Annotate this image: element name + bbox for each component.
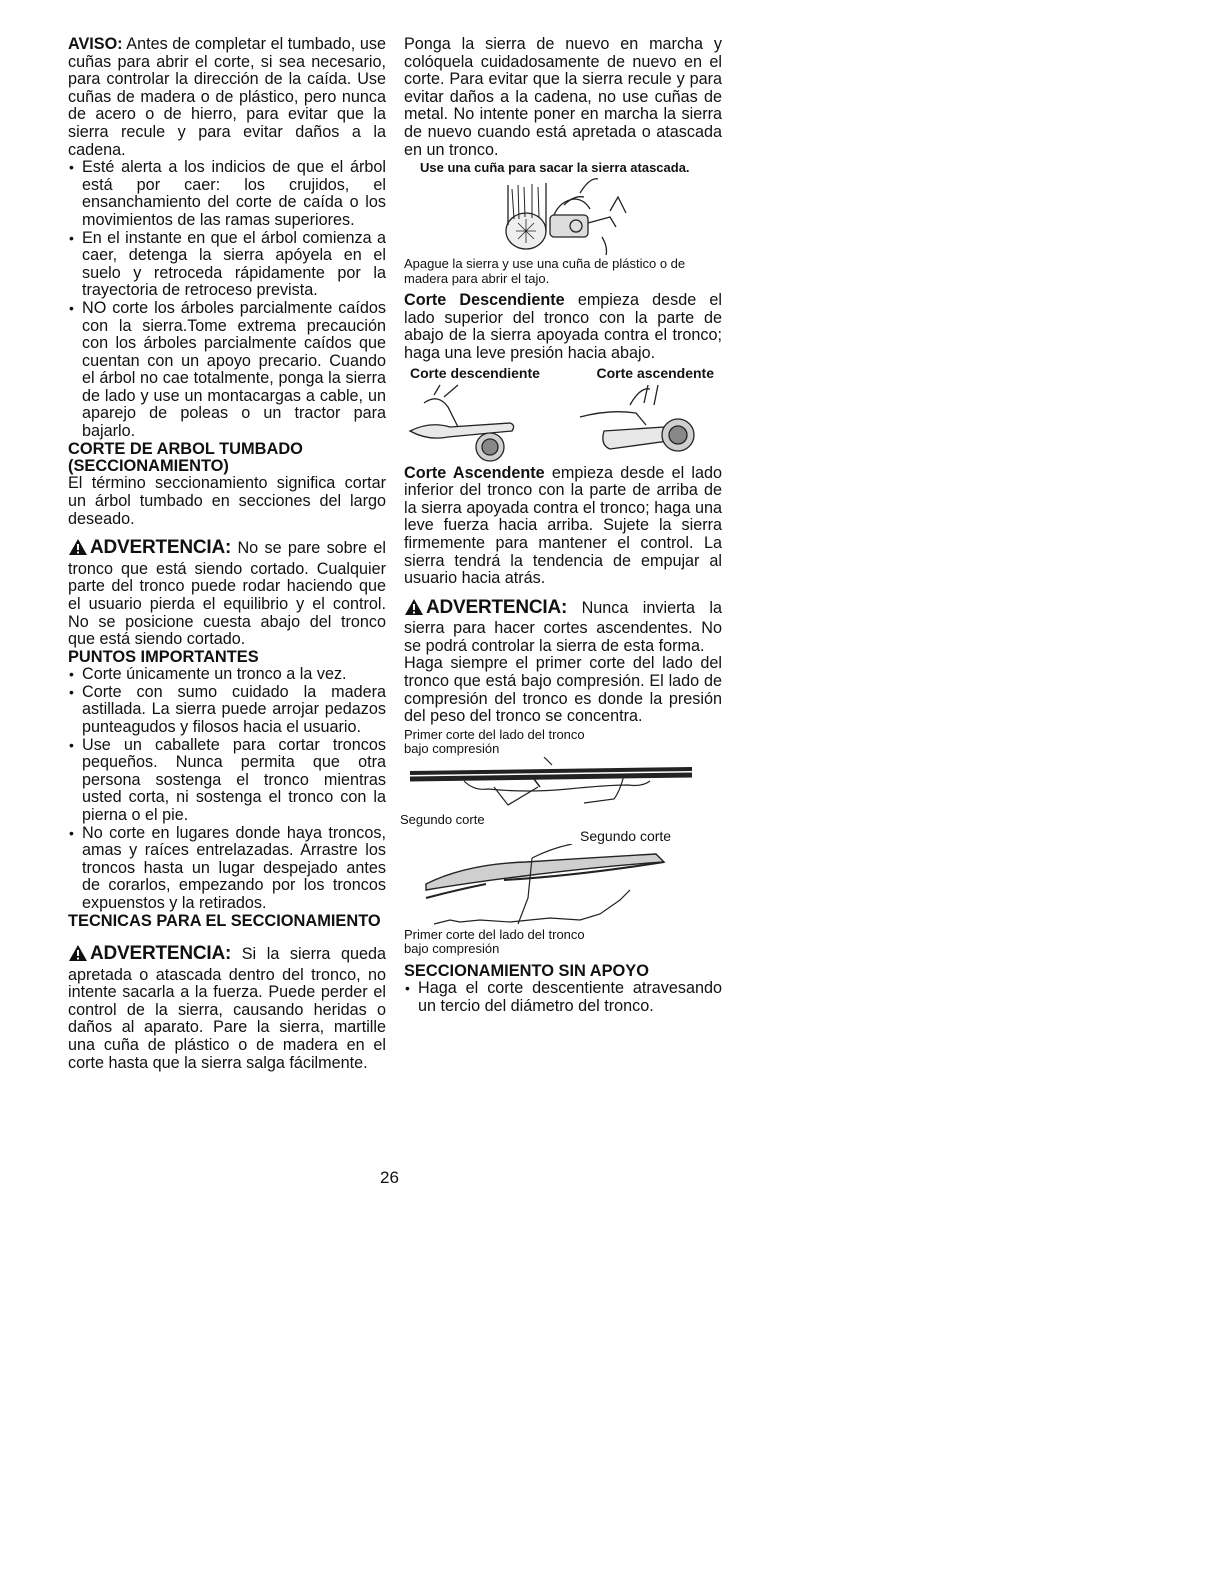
bullet-list-felling xyxy=(68,159,386,441)
cut-types-illustration xyxy=(404,381,722,463)
list-item: • Corte únicamente un tronco a la vez. xyxy=(68,666,386,684)
warning-triangle-icon xyxy=(404,598,424,621)
list-item: • Haga el corte descentiente atravesando un tercio del diámetro del tronco. xyxy=(404,980,722,1015)
list-item: • Corte con sumo cuidado la madera astillada. La sierra puede arrojar pedazos punteagudos y filosos hacia el usuario. xyxy=(68,684,386,737)
list-item: • No corte en lugares donde haya troncos, amas y raíces entrelazadas. Arrastre los troncos hasta un lugar despejado antes de corarlos, empezando por los troncos expuenstos y la retirados. xyxy=(68,825,386,913)
warning-triangle-icon xyxy=(68,944,88,967)
first-cut-figure-label xyxy=(404,928,722,957)
label-line: Primer corte del lado del tronco xyxy=(404,726,585,742)
bullet-list-unsupported xyxy=(404,980,722,1015)
warning-text: No se pare sobre el tronco que está siendo cortado. Cualquier parte del tronco puede rodar haciendo que el usuario pierda el equilibrio y el control. No se posicione cuesta abajo del tronco que está siendo cortado. xyxy=(68,539,386,649)
bullet-list-important xyxy=(68,666,386,912)
right-column xyxy=(400,35,723,1015)
section-heading-techniques: TECNICAS PARA EL SECCIONAMIENTO xyxy=(68,911,381,930)
downward-cut-caption: Corte descendiente xyxy=(410,364,540,381)
section-heading-bucking: CORTE DE ARBOL TUMBADO (SECCIONAMIENTO) xyxy=(68,439,303,476)
downward-cut-paragraph xyxy=(404,292,722,362)
page-number: 26 xyxy=(380,1168,399,1187)
downward-cut-label: Corte Descendiente xyxy=(404,291,565,310)
restart-paragraph: Ponga la sierra de nuevo en marcha y colóquela cuidadosamente de nuevo en el corte. Para evitar que la sierra recule y para evitar daños a la cadena, no use cuñas de metal. No intente poner en marcha la sierra de nuevo cuando está apretada o atascada en un tronco. xyxy=(404,35,722,159)
compression-log-illustration-2 xyxy=(404,844,722,928)
warning-paragraph-1 xyxy=(68,538,386,649)
warning-text: Si la sierra queda apretada o atascada dentro del tronco, no intente sacarla a la fuerza. Puede perder el control de la sierra, causando heridas o daños al aparato. Pare la sierra, martille una cuña de plástico o de madera en el corte hasta que la sierra salga fácilmente. xyxy=(68,944,386,1072)
compression-figure-bottom-label: Segundo corte xyxy=(400,811,485,827)
left-column xyxy=(68,36,386,1072)
upward-cut-label: Corte Ascendente xyxy=(404,463,545,482)
list-item: • NO corte los árboles parcialmente caídos con la sierra.Tome extrema precaución con los árboles parcialmente caídos que cuentan con un apoyo precario. Cuando el árbol no cae totalmente, ponga la sierra de lado y use un montacargas a cable, un aparejo de poleas o un tractor para bajarlo. xyxy=(68,300,386,441)
warning-paragraph-3 xyxy=(404,598,722,656)
aviso-paragraph xyxy=(68,36,386,159)
wedge-figure-caption: Apague la sierra y use una cuña de plástico o de madera para abrir el tajo. xyxy=(404,256,686,286)
list-item: • Esté alerta a los indicios de que el árbol está por caer: los crujidos, el ensanchamiento del corte de caída o los movimientos de las ramas superiores. xyxy=(68,159,386,229)
second-cut-figure-label: Segundo corte xyxy=(580,828,672,845)
section-heading-unsupported: SECCIONAMIENTO SIN APOYO xyxy=(404,961,649,980)
wedge-saw-illustration xyxy=(404,175,722,257)
downward-cut-text: empieza desde el lado superior del tronco con la parte de abajo de la sierra apoyada contra el tronco; haga una leve presión hacia abajo. xyxy=(404,291,722,362)
warning-label: ADVERTENCIA: xyxy=(90,537,232,559)
compression-figure-top-label xyxy=(404,728,722,757)
aviso-label: AVISO: xyxy=(68,35,123,53)
compression-log-illustration-1 xyxy=(404,757,722,813)
compression-paragraph: Haga siempre el primer corte del lado del tronco que está bajo compresión. El lado de compresión del tronco es donde la presión del peso del tronco se concentra. xyxy=(404,654,722,726)
aviso-text: Antes de completar el tumbado, use cuñas para abrir el corte, si sea necesario, para controlar la dirección de la caída. Use cuñas de madera o de plástico, pero nunca de acero o de hierro, para evitar que la sierra recule y para evitar daños a la cadena. xyxy=(68,35,386,159)
cut-types-labels xyxy=(404,365,722,381)
upward-cut-paragraph xyxy=(404,465,722,588)
warning-triangle-icon xyxy=(68,538,88,561)
wedge-figure-title: Use una cuña para sacar la sierra atascada. xyxy=(420,160,690,176)
warning-label: ADVERTENCIA: xyxy=(426,596,568,618)
warning-text: Nunca invierta la sierra para hacer cortes ascendentes. No se podrá controlar la sierra de esta forma. xyxy=(404,598,722,655)
upward-cut-text: empieza desde el lado inferior del tronco con la parte de arriba de la sierra apoyada contra el tronco; haga una leve fuerza hacia arriba. Sujete la sierra firmemente para mantener el control. La sierra tendrá la tendencia de empujar al usuario hacia atrás. xyxy=(404,463,723,588)
label-line: Primer corte del lado del tronco xyxy=(404,926,585,942)
warning-label: ADVERTENCIA: xyxy=(90,942,232,964)
warning-paragraph-2 xyxy=(68,944,386,1072)
label-line: bajo compresión xyxy=(404,741,500,757)
bucking-paragraph: El término seccionamiento significa cortar un árbol tumbado en secciones del largo deseado. xyxy=(68,474,386,528)
list-item: • Use un caballete para cortar troncos pequeños. Nunca permita que otra persona sostenga el tronco mientras usted corta, ni sostenga el tronco con la pierna o el pie. xyxy=(68,737,386,825)
section-heading-important: PUNTOS IMPORTANTES xyxy=(68,647,259,666)
label-line: bajo compresión xyxy=(404,941,500,957)
upward-cut-caption: Corte ascendente xyxy=(596,364,714,381)
list-item: • En el instante en que el árbol comienza a caer, detenga la sierra apóyela en el suelo y retroceda rápidamente por la trayectoria de retroceso prevista. xyxy=(68,230,386,300)
